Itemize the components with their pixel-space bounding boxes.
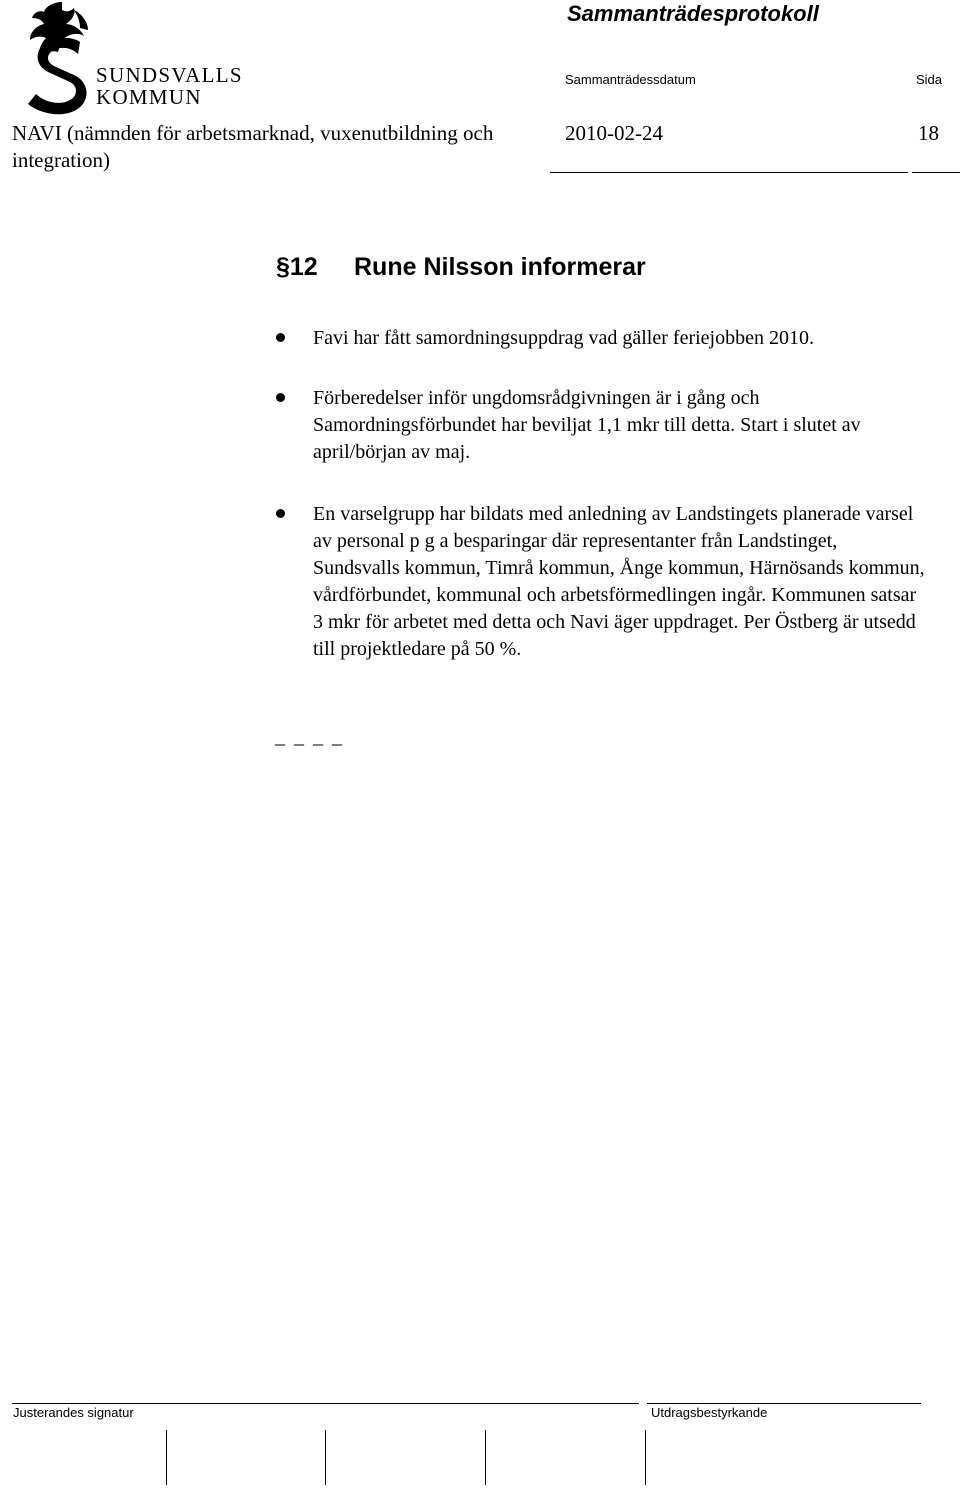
- bullet-icon: [276, 333, 285, 342]
- meeting-date: 2010-02-24: [565, 121, 663, 145]
- document-type-title: Sammanträdesprotokoll: [567, 1, 819, 26]
- footer-divider-right: [647, 1403, 921, 1404]
- list-item: [276, 501, 926, 663]
- date-label: Sammanträdessdatum: [565, 72, 696, 87]
- section-heading: [276, 252, 646, 282]
- page-number: 18: [918, 121, 939, 145]
- adjuster-signature-label: Justerandes signatur: [13, 1405, 134, 1420]
- extract-certification-label: Utdragsbestyrkande: [651, 1405, 768, 1420]
- section-number: §12: [276, 253, 318, 281]
- signature-box-divider: [645, 1430, 646, 1485]
- header-divider-short: [912, 172, 960, 173]
- bullet-icon: [276, 509, 285, 518]
- logo-wordmark: [96, 64, 243, 108]
- list-item: [276, 385, 926, 466]
- end-of-section-mark: _ _ _ _: [275, 726, 344, 748]
- footer-divider-left: [12, 1403, 639, 1404]
- logo-line-1: SUNDSVALLS: [96, 63, 243, 87]
- list-item-text: Favi har fått samordningsuppdrag vad gäller feriejobben 2010.: [313, 327, 814, 349]
- bullet-icon: [276, 393, 285, 402]
- list-item: [276, 325, 926, 352]
- section-title: Rune Nilsson informerar: [354, 253, 646, 281]
- list-item-text: Förberedelser inför ungdomsrådgivningen är i gång och Samordningsförbundet har beviljat 1,1 mkr till detta. Start i slutet av april/början av maj.: [313, 387, 861, 463]
- signature-box-divider: [485, 1430, 486, 1485]
- page-label: Sida: [916, 72, 943, 87]
- signature-box-divider: [166, 1430, 167, 1485]
- logo-line-2: KOMMUN: [96, 85, 202, 109]
- signature-box-divider: [325, 1430, 326, 1485]
- organization-name: NAVI (nämnden för arbetsmarknad, vuxenutbildning och integration): [12, 121, 494, 172]
- header-divider: [550, 172, 908, 173]
- list-item-text: En varselgrupp har bildats med anledning av Landstingets planerade varsel av personal p g a besparingar där representanter från Landstinget, Sundsvalls kommun, Timrå kommun, Ånge kommun, Härnösands kommun, vårdförbundet, kommunal och arbetsförmedlingen ingår. Kommunen satsar 3 mkr för arbetet med detta och Navi äger uppdraget. Per Östberg är utsedd till projektledare på 50 %.: [313, 503, 925, 660]
